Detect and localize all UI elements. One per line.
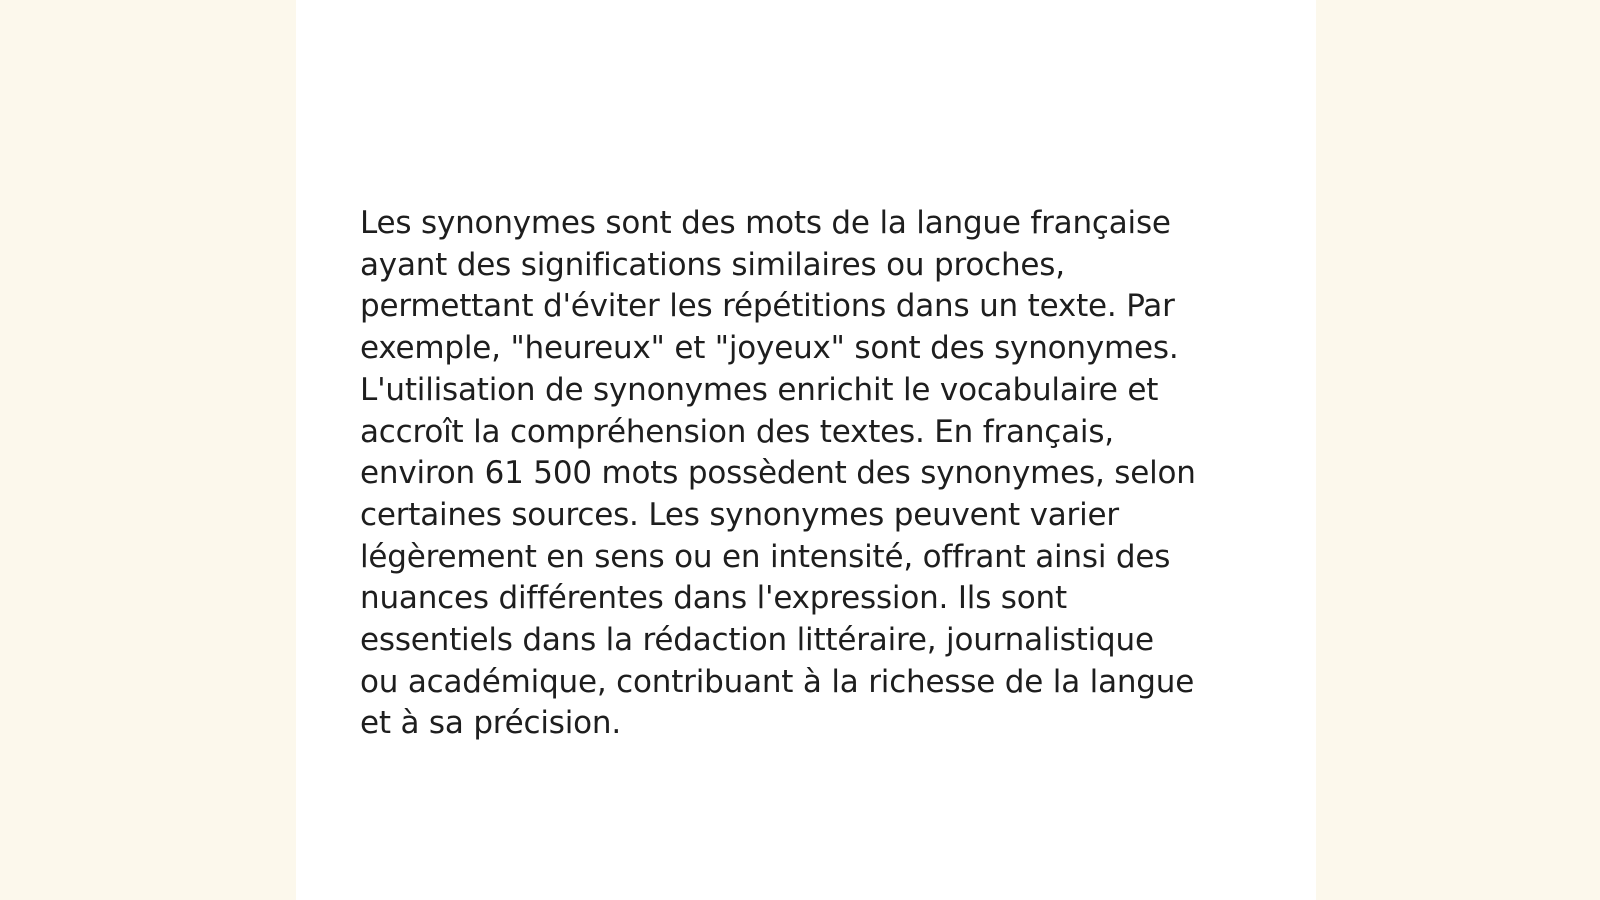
paragraph-line: accroît la compréhension des textes. En français, <box>360 413 1114 450</box>
document-page <box>296 0 1316 900</box>
body-paragraph <box>360 203 1260 745</box>
paragraph-line: nuances différentes dans l'expression. Ils sont <box>360 580 1067 617</box>
paragraph-line: ou académique, contribuant à la richesse de la langue <box>360 663 1195 700</box>
paragraph-line: légèrement en sens ou en intensité, offrant ainsi des <box>360 538 1171 575</box>
paragraph-line: permettant d'éviter les répétitions dans un texte. Par <box>360 288 1175 325</box>
paragraph-line: environ 61 500 mots possèdent des synonymes, selon <box>360 455 1196 492</box>
paragraph-line: essentiels dans la rédaction littéraire, journalistique <box>360 622 1154 659</box>
paragraph-line: ayant des significations similaires ou proches, <box>360 246 1065 283</box>
paragraph-line: certaines sources. Les synonymes peuvent varier <box>360 496 1119 533</box>
paragraph-line: et à sa précision. <box>360 705 622 742</box>
paragraph-line: Les synonymes sont des mots de la langue française <box>360 205 1171 241</box>
paragraph-line: exemple, "heureux" et "joyeux" sont des synonymes. <box>360 330 1179 367</box>
paragraph-line: L'utilisation de synonymes enrichit le vocabulaire et <box>360 371 1159 408</box>
